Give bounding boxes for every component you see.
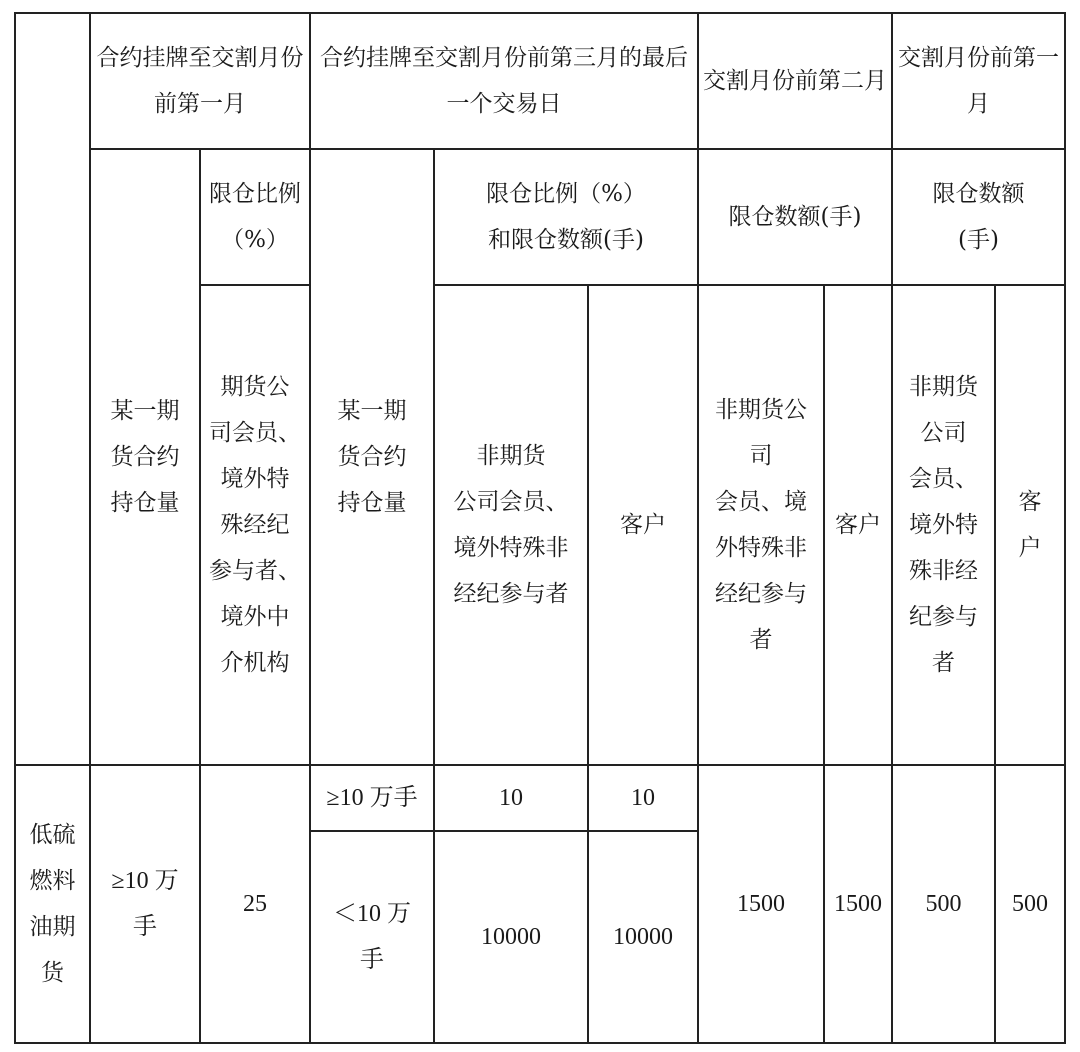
tier-high-non-fcm: 10 — [434, 765, 588, 831]
ratio-pct-value: 25 — [200, 765, 310, 1043]
header-period-1: 合约挂牌至交割月份前第一月 — [90, 13, 310, 149]
position-limit-table — [14, 12, 1066, 1044]
non-fcm-4: 非期货 公司 会员、 境外特 殊非经 纪参与 者 — [892, 285, 995, 765]
subheader-row — [15, 149, 1065, 285]
oi-threshold: ≥10 万 手 — [90, 765, 200, 1043]
p3-client-value: 1500 — [824, 765, 892, 1043]
header-period-3: 交割月份前第二月 — [698, 13, 892, 149]
client-4: 客 户 — [995, 285, 1065, 765]
client-3: 客户 — [824, 285, 892, 765]
tier-low-client: 10000 — [588, 831, 698, 1043]
corner-cell — [15, 13, 90, 765]
limit-ratio-pct: 限仓比例（%） — [200, 149, 310, 285]
member-types-1: 期货公 司会员、 境外特 殊经纪 参与者、 境外中 介机构 — [200, 285, 310, 765]
header-row — [15, 13, 1065, 149]
header-period-2: 合约挂牌至交割月份前第三月的最后一个交易日 — [310, 13, 698, 149]
single-contract-oi-1: 某一期 货合约 持仓量 — [90, 149, 200, 765]
data-row-tier-high — [15, 765, 1065, 831]
amount-period-4: 限仓数额 (手) — [892, 149, 1065, 285]
single-contract-oi-2: 某一期 货合约 持仓量 — [310, 149, 434, 765]
product-name: 低硫 燃料 油期 货 — [15, 765, 90, 1043]
non-fcm-2: 非期货 公司会员、 境外特殊非 经纪参与者 — [434, 285, 588, 765]
tier-high-client: 10 — [588, 765, 698, 831]
client-2: 客户 — [588, 285, 698, 765]
tier-high-label: ≥10 万手 — [310, 765, 434, 831]
p4-non-fcm-value: 500 — [892, 765, 995, 1043]
tier-low-label: ＜10 万 手 — [310, 831, 434, 1043]
p3-non-fcm-value: 1500 — [698, 765, 824, 1043]
tier-low-non-fcm: 10000 — [434, 831, 588, 1043]
ratio-and-amount: 限仓比例（%） 和限仓数额(手) — [434, 149, 698, 285]
non-fcm-3: 非期货公 司 会员、境 外特殊非 经纪参与 者 — [698, 285, 824, 765]
header-period-4: 交割月份前第一月 — [892, 13, 1065, 149]
p4-client-value: 500 — [995, 765, 1065, 1043]
amount-period-3: 限仓数额(手) — [698, 149, 892, 285]
